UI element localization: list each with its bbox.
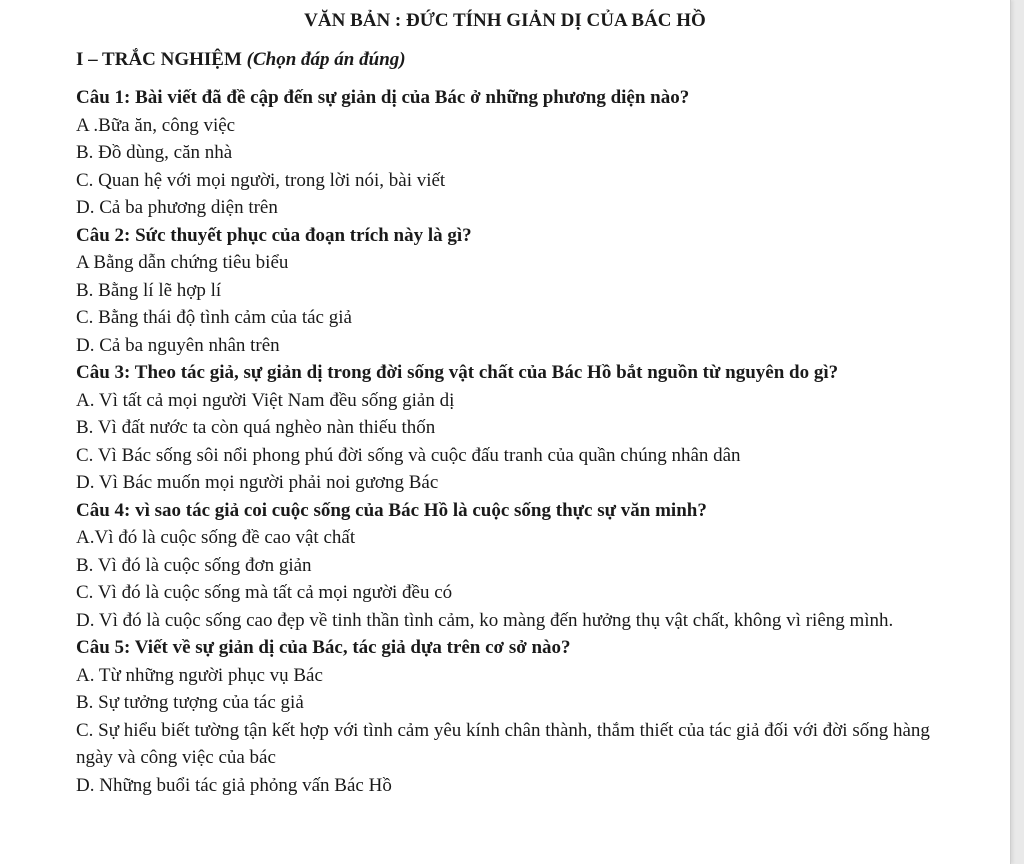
question-block-5 — [76, 634, 970, 799]
answer-option-d: D. Vì Bác muốn mọi người phải noi gương Bác — [76, 472, 439, 493]
section-label: I – TRẮC NGHIỆM — [76, 49, 242, 70]
question-block-1 — [76, 84, 970, 222]
question-text: Câu 3: Theo tác giả, sự giản dị trong đời sống vật chất của Bác Hồ bắt nguồn từ nguyên do gì? — [76, 362, 839, 383]
question-text: Câu 1: Bài viết đã đề cập đến sự giản dị của Bác ở những phương diện nào? — [76, 87, 690, 108]
answer-option-a: A. Từ những người phục vụ Bác — [76, 664, 323, 686]
answer-option-d: D. Cả ba nguyên nhân trên — [76, 334, 280, 356]
question-text: Câu 5: Viết về sự giản dị của Bác, tác giả dựa trên cơ sở nào? — [76, 637, 571, 658]
answer-option-b: B. Vì đó là cuộc sống đơn giản — [76, 554, 312, 576]
answer-option-d: D. Cả ba phương diện trên — [76, 197, 278, 218]
answer-option-a: A. Vì tất cả mọi người Việt Nam đều sống giản dị — [76, 389, 455, 411]
answer-option-b: B. Vì đất nước ta còn quá nghèo nàn thiếu thốn — [76, 417, 436, 438]
answer-option-b: B. Bằng lí lẽ hợp lí — [76, 279, 222, 301]
answer-option-d: D. Những buổi tác giả phỏng vấn Bác Hồ — [76, 774, 392, 796]
answer-option-c: C. Sự hiểu biết tường tận kết hợp với tình cảm yêu kính chân thành, thắm thiết của tác giả đối với đời sống hàng ngày và công việc của bác — [76, 719, 930, 768]
section-heading — [76, 40, 970, 80]
question-text: Câu 4: vì sao tác giả coi cuộc sống của Bác Hồ là cuộc sống thực sự văn minh? — [76, 499, 707, 521]
question-text: Câu 2: Sức thuyết phục của đoạn trích này là gì? — [76, 224, 472, 246]
document-content — [76, 2, 970, 799]
answer-option-a: A.Vì đó là cuộc sống đề cao vật chất — [76, 527, 356, 548]
answer-option-d: D. Vì đó là cuộc sống cao đẹp về tinh thần tình cảm, ko màng đến hưởng thụ vật chất, không vì riêng mình. — [76, 609, 894, 631]
document-title: VĂN BẢN : ĐỨC TÍNH GIẢN DỊ CỦA BÁC HỒ — [304, 10, 706, 31]
question-block-2 — [76, 222, 970, 360]
question-block-4 — [76, 497, 970, 635]
section-hint: (Chọn đáp án đúng) — [246, 49, 406, 70]
answer-option-b: B. Sự tưởng tượng của tác giả — [76, 692, 304, 713]
answer-option-a: A .Bữa ăn, công việc — [76, 114, 236, 136]
answer-option-b: B. Đồ dùng, căn nhà — [76, 142, 233, 163]
answer-option-a: A Bằng dẫn chứng tiêu biểu — [76, 252, 289, 273]
answer-option-c: C. Vì Bác sống sôi nổi phong phú đời sống và cuộc đấu tranh của quần chúng nhân dân — [76, 444, 741, 466]
answer-option-c: C. Bằng thái độ tình cảm của tác giả — [76, 307, 352, 328]
answer-option-c: C. Quan hệ với mọi người, trong lời nói, bài viết — [76, 169, 446, 191]
answer-option-c: C. Vì đó là cuộc sống mà tất cả mọi người đều có — [76, 582, 453, 603]
question-block-3 — [76, 359, 970, 497]
